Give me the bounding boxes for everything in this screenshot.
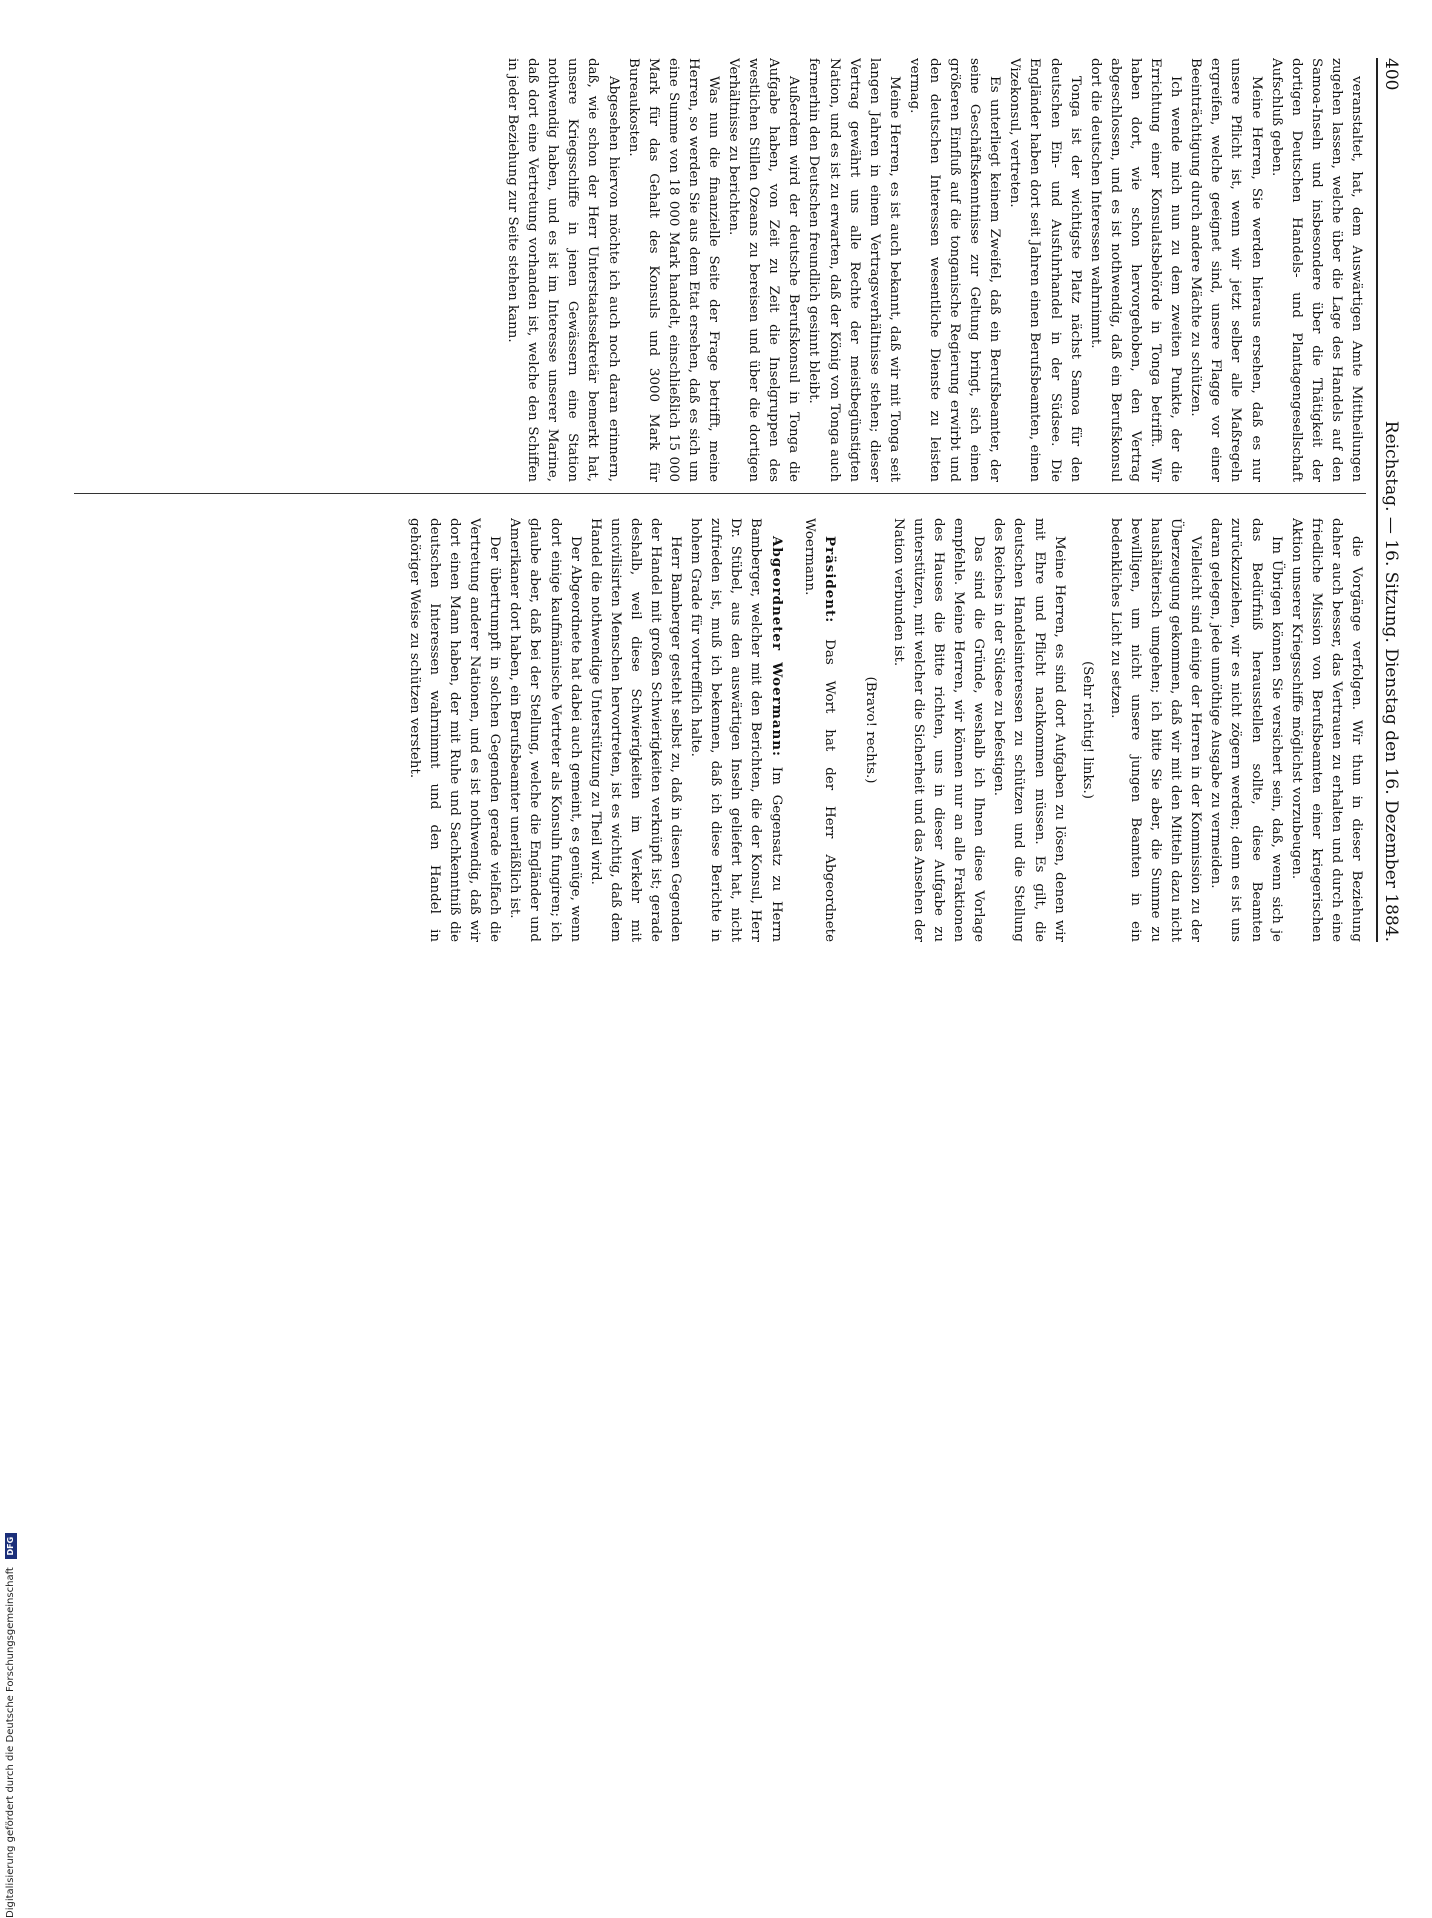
paragraph: Es unterliegt keinem Zweifel, daß ein Berufsbeamter, der seine Geschäftskenntnisse zur Geltung bringt, sich einen größeren Einfluß auf die tonganische Regierung erwirbt und den deutschen Interessen wesentliche Dienste zu leisten vermag. <box>906 58 1003 482</box>
column-divider <box>74 493 1366 494</box>
interjection: (Sehr richtig! links.) <box>1079 661 1095 799</box>
paragraph: die Vorgänge verfolgen. Wir thun in dieser Beziehung daher auch besser, das Vertrauen zu erhalten und durch eine friedliche Mission von Berufsbeamten einer kriegerischen Aktion unserer Kriegsschiffe möglichst vorzubeugen. <box>1288 518 1364 942</box>
paragraph: Meine Herren, es sind dort Aufgaben zu lösen, denen wir mit Ehre und Pflicht nachkommen müssen. Es gilt, die deutschen Handelsinteressen zu schützen und die Stellung des Reiches in der Südsee zu befestigen. <box>991 518 1067 942</box>
paragraph: Tonga ist der wichtigste Platz nächst Samoa für den deutschen Ein- und Ausfuhrhandel in der Südsee. Die Engländer haben dort seit Jahren einen Berufsbeamten, einen Vizekonsul, vertreten. <box>1007 58 1083 482</box>
paragraph: Was nun die finanzielle Seite der Frage betrifft, meine Herren, so werden Sie aus dem Etat ersehen, daß es sich um eine Summe von 18 000 Mark handelt, einschließlich 15 000 Mark für das Gehalt des Konsuls und 3000 Mark für Bureaukosten. <box>625 58 721 482</box>
speech-text: Das Wort hat der Herr Abgeordnete Woermann. <box>801 518 837 942</box>
paragraph: veranstaltet, hat, dem Auswärtigen Amte Mittheilungen zugehen lassen, welche über die Lage des Handels auf den Samoa-Inseln und insbesondere über die Thätigkeit der dortigen Deutschen Handels- und Plantagengesellschaft Aufschluß geben. <box>1268 58 1364 482</box>
speaker-label: Präsident: <box>821 536 838 624</box>
interjection: (Bravo! rechts.) <box>862 676 878 784</box>
paragraph: Im Übrigen können Sie versichert sein, daß, wenn sich je das Bedürfniß herausstellen sollte, diese Beamten zurückzuziehen, wir es nicht zögern werden; denn es ist uns daran gelegen, jede unnöthige Ausgabe zu vermeiden. <box>1208 518 1284 942</box>
page-title: Reichstag. — 16. Sitzung. Dienstag den 16. Dezember 1884. <box>1381 420 1401 942</box>
paragraph: Herr Bamberger gesteht selbst zu, daß in diesen Gegenden der Handel mit großen Schwierigkeiten verknüpft ist; gerade deshalb, weil diese Schwierigkeiten im Verkehr mit uncivilisirten Menschen hervortreten, ist es wichtig, daß dem Handel die nothwendige Unterstützung zu Theil wird. <box>587 518 684 942</box>
text-column-left <box>74 58 1366 482</box>
credit-line <box>2 918 20 1918</box>
page-number: 400 <box>1381 58 1401 91</box>
paragraph: Der Abgeordnete hat dabei auch gemeint, es genüge, wenn dort einige kaufmännische Vertreter als Konsuln fungiren; ich glaube aber, daß bei der Stellung, welche die Engländer und Amerikaner dort haben, ein Berufsbeamter unerläßlich ist. <box>507 518 583 942</box>
running-head <box>1376 58 1404 942</box>
paragraph: Meine Herren, es ist auch bekannt, daß wir mit Tonga seit langen Jahren in einem Vertragsverhältnisse stehen; dieser Vertrag gewährt uns alle Rechte der meistbegünstigten Nation, und es ist zu erwarten, daß der König von Tonga auch fernerhin den Deutschen freundlich gesinnt bleibt. <box>806 58 902 482</box>
paragraph: Abgesehen hiervon möchte ich auch noch daran erinnern, daß, wie schon der Herr Unterstaatssekretär bemerkt hat, unsere Kriegsschiffe in jenen Gewässern eine Station nothwendig haben, und es ist im Interesse unserer Marine, daß dort eine Vertretung vorhanden ist, welche den Schiffen in jeder Beziehung zur Seite stehen kann. <box>505 58 621 482</box>
paragraph: Meine Herren, Sie werden hieraus ersehen, daß es nur unsere Pflicht ist, wenn wir jetzt selber alle Maßregeln ergreifen, welche geeignet sind, unsere Flagge vor einer Beeinträchtigung durch andere Mächte zu schützen. <box>1188 58 1264 482</box>
paragraph: Der übertrumpft in solchen Gegenden gerade vielfach die Vertretung anderer Nationen, und es ist nothwendig, daß wir dort einen Mann haben, der mit Ruhe und Sachkenntniß die deutschen Interessen wahrnimmt und den Handel in gehöriger Weise zu schützen versteht. <box>406 518 503 942</box>
paragraph: Das sind die Gründe, weshalb ich Ihnen diese Vorlage empfehle. Meine Herren, wir können nur an alle Fraktionen des Hauses die Bitte richten, uns in dieser Aufgabe zu unterstützen, mit welcher die Sicherheit und das Ansehen der Nation verbunden ist. <box>890 518 987 942</box>
paragraph: Außerdem wird der deutsche Berufskonsul in Tonga die Aufgabe haben, von Zeit zu Zeit die Inselgruppen des westlichen Stillen Ozeans zu bereisen und über die dortigen Verhältnisse zu berichten. <box>726 58 802 482</box>
speech-text: Im Gegensatz zu Herrn Bamberger, welcher mit den Berichten, die der Konsul, Herr Dr. Stübel, aus den auswärtigen Inseln geliefert hat, nicht zufrieden ist, muß ich bekennen, daß ich diese Berichte in hohem Grade für vortrefflich halte. <box>688 518 784 942</box>
spacer <box>840 518 852 942</box>
paragraph: Ich wende mich nun zu dem zweiten Punkte, der die Errichtung einer Konsulatsbehörde in Tonga betrifft. Wir haben dort, wie schon hervorgehoben, den Vertrag abgeschlossen, und es ist nothwendig, daß ein Berufskonsul dort die deutschen Interessen wahrnimmt. <box>1087 58 1184 482</box>
speaker-label: Abgeordneter Woermann: <box>768 536 785 757</box>
dfg-logo: DFG <box>5 1533 17 1559</box>
credit-text: Digitalisierung gefördert durch die Deutsche Forschungsgemeinschaft <box>5 1567 16 1918</box>
spacer <box>787 518 799 942</box>
president-statement <box>799 518 840 942</box>
text-column-right <box>74 518 1366 942</box>
paragraph: Vielleicht sind einige der Herren in der Kommission zu der Überzeugung gekommen, daß wir mit den Mitteln dazu nicht haushälterisch umgehen; ich bitte Sie aber, die Summe zu bewilligen, um nicht unsere jungen Beamten in ein bedenkliches Licht zu setzen. <box>1107 518 1204 942</box>
credit-strip <box>0 918 34 1918</box>
speaker-statement <box>685 518 786 942</box>
